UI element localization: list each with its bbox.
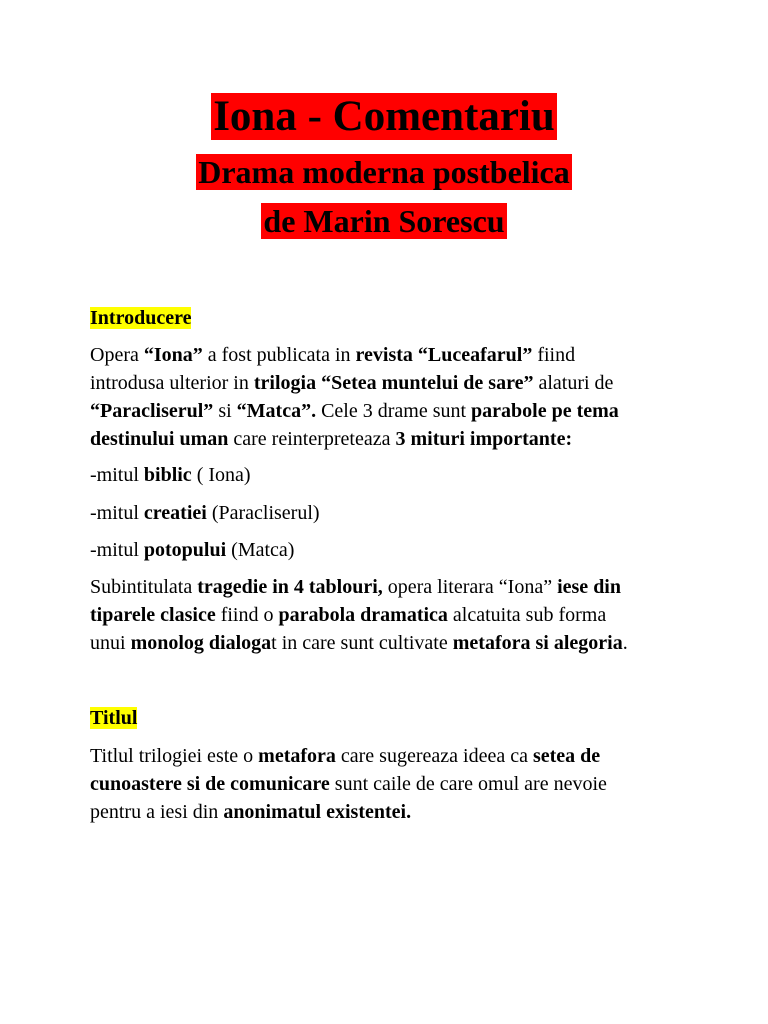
- text: Subintitulata: [90, 576, 198, 598]
- text-line: [90, 770, 607, 798]
- text: alaturi de: [533, 372, 614, 394]
- list-item: [90, 461, 251, 489]
- bold-text: parabola dramatica: [278, 604, 448, 626]
- text: introdusa ulterior in: [90, 372, 254, 394]
- heading-text: Introducere: [90, 307, 192, 329]
- text: si: [213, 400, 237, 422]
- bold-text: “Paracliserul”: [90, 400, 214, 422]
- subtitle-text: Drama moderna postbelica: [198, 154, 570, 190]
- text: alcatuita sub forma: [447, 604, 607, 626]
- bold-text: potopului: [143, 539, 227, 561]
- paragraph: [90, 573, 628, 657]
- text-line: [90, 499, 320, 527]
- section-heading-titlul: [90, 706, 137, 730]
- bold-text: revista “Luceafarul”: [355, 344, 533, 366]
- text-line: [90, 536, 294, 564]
- document-title: [0, 92, 768, 142]
- text-line: [90, 573, 628, 601]
- text: pentru a iesi din: [90, 801, 224, 823]
- text-line: [90, 629, 628, 657]
- text: (Matca): [226, 539, 295, 561]
- text: -mitul: [90, 464, 144, 486]
- text-line: [90, 742, 607, 770]
- text: fiind: [532, 344, 576, 366]
- text: -mitul: [90, 502, 144, 524]
- document-author: [0, 202, 768, 240]
- bold-text: creatiei: [143, 502, 207, 524]
- bold-text: 3 mituri importante:: [395, 428, 573, 450]
- text: (Paracliserul): [206, 502, 320, 524]
- text: unui: [90, 632, 131, 654]
- bold-text: tragedie in 4 tablouri,: [197, 576, 383, 598]
- text: sunt caile de care omul are nevoie: [329, 773, 607, 795]
- text-line: [90, 397, 619, 425]
- bold-text: iese din: [557, 576, 621, 598]
- bold-text: metafora: [258, 745, 336, 767]
- bold-text: biblic: [143, 464, 192, 486]
- text-line: [90, 798, 607, 826]
- text: .: [622, 632, 628, 654]
- text: -mitul: [90, 539, 144, 561]
- author-text: de Marin Sorescu: [263, 203, 505, 239]
- text-line: [90, 601, 628, 629]
- section-heading-introducere: [90, 306, 191, 330]
- text: Opera: [90, 344, 144, 366]
- text: t in care sunt cultivate: [271, 632, 453, 654]
- bold-text: monolog dialoga: [130, 632, 272, 654]
- bold-text: “Matca”.: [236, 400, 317, 422]
- heading-text: Titlul: [90, 707, 138, 729]
- text-line: [90, 425, 619, 453]
- text: care sugereaza ideea ca: [335, 745, 533, 767]
- bold-text: destinului uman: [90, 428, 229, 450]
- bold-text: trilogia “Setea muntelui de sare”: [253, 372, 534, 394]
- text-line: [90, 341, 619, 369]
- paragraph: [90, 341, 619, 453]
- text: Titlul trilogiei este o: [90, 745, 259, 767]
- text: opera literara “Iona”: [382, 576, 558, 598]
- text-line: [90, 369, 619, 397]
- bold-text: parabole pe tema: [471, 400, 619, 422]
- text-line: [90, 461, 251, 489]
- text: a fost publicata in: [202, 344, 356, 366]
- paragraph: [90, 742, 607, 826]
- bold-text: cunoastere si de comunicare: [90, 773, 330, 795]
- bold-text: metafora si alegoria: [452, 632, 623, 654]
- list-item: [90, 536, 294, 564]
- text: fiind o: [215, 604, 279, 626]
- bold-text: tiparele clasice: [90, 604, 216, 626]
- bold-text: setea de: [532, 745, 601, 767]
- bold-text: “Iona”: [143, 344, 203, 366]
- text: Cele 3 drame sunt: [316, 400, 472, 422]
- text: care reinterpreteaza: [228, 428, 396, 450]
- list-item: [90, 499, 320, 527]
- document-subtitle: [0, 153, 768, 191]
- title-text: Iona - Comentariu: [213, 93, 555, 140]
- bold-text: anonimatul existentei.: [223, 801, 412, 823]
- text: ( Iona): [191, 464, 251, 486]
